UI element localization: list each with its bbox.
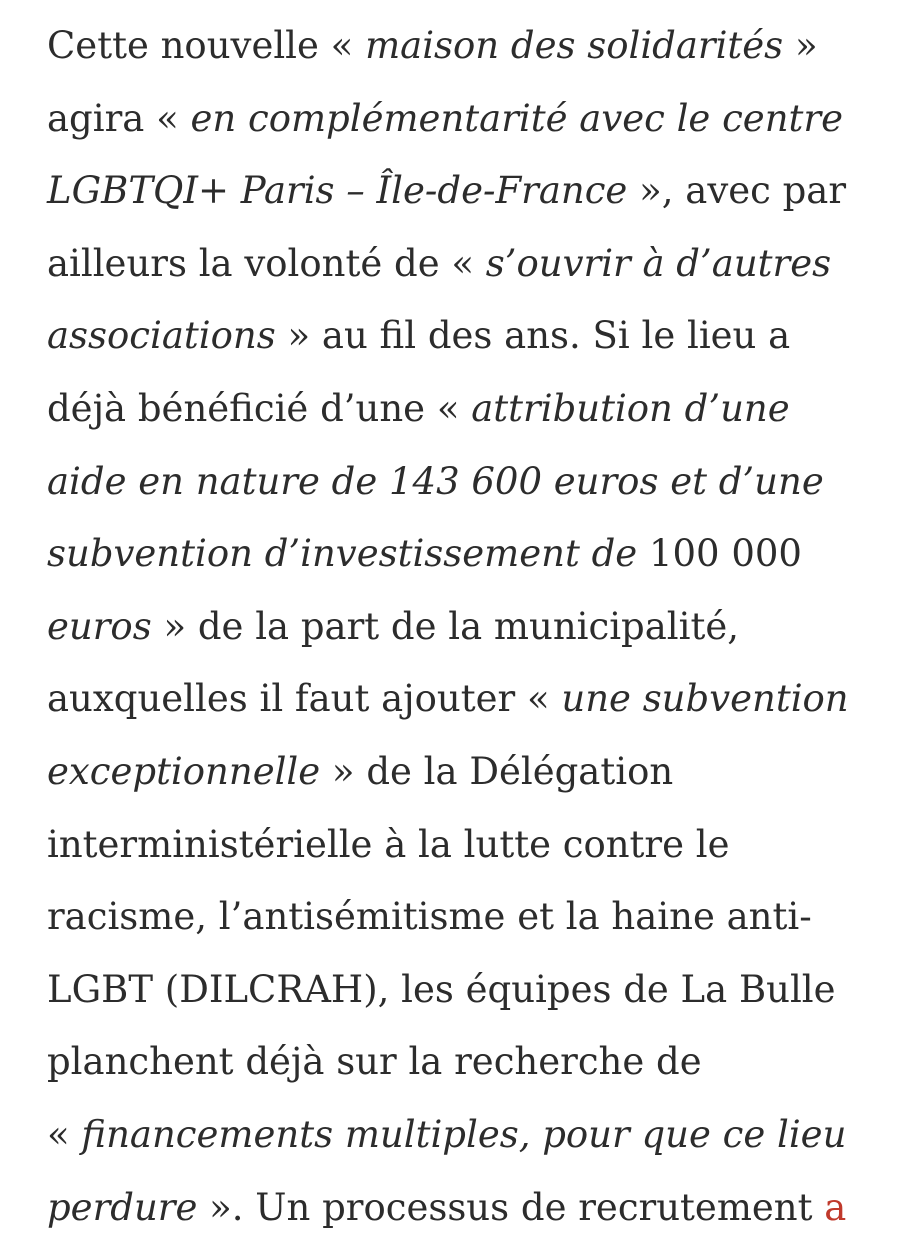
paragraph-line [47, 591, 917, 664]
quoted-text: LGBTQI+ Paris – Île-de-France [47, 169, 627, 212]
text-segment: ailleurs la volonté de « [47, 242, 486, 285]
paragraph-line [47, 1172, 917, 1244]
paragraph-line [47, 518, 917, 591]
quoted-text: une subvention [561, 677, 848, 720]
paragraph-line [47, 663, 917, 736]
paragraph-line [47, 1099, 917, 1172]
article-paragraph [47, 10, 917, 1244]
paragraph-line [47, 155, 917, 228]
text-segment: 100 000 [637, 532, 802, 575]
paragraph-line [47, 881, 917, 954]
quoted-text: s’ouvrir à d’autres [486, 242, 831, 285]
text-segment: auxquelles il faut ajouter « [47, 677, 561, 720]
text-segment: Cette nouvelle « [47, 24, 365, 67]
quoted-text: financements multiples, pour que ce lieu [81, 1113, 846, 1156]
quoted-text: perdure [47, 1186, 197, 1229]
text-segment: », avec par [627, 169, 846, 212]
paragraph-line [47, 809, 917, 882]
quoted-text: exceptionnelle [47, 750, 320, 793]
quoted-text: en complémentarité avec le centre [190, 97, 843, 140]
text-segment: » [783, 24, 817, 67]
paragraph-line [47, 954, 917, 1027]
text-segment: LGBT (DILCRAH), les équipes de La Bulle [47, 968, 836, 1011]
paragraph-line [47, 1026, 917, 1099]
text-segment: interministérielle à la lutte contre le [47, 823, 730, 866]
text-segment: « [47, 1113, 81, 1156]
text-segment: » de la Délégation [320, 750, 673, 793]
quoted-text: subvention d’investissement de [47, 532, 637, 575]
paragraph-line [47, 373, 917, 446]
quoted-text: attribution d’une [471, 387, 789, 430]
text-segment: planchent déjà sur la recherche de [47, 1040, 702, 1083]
inline-link[interactable]: a [824, 1186, 846, 1229]
paragraph-line [47, 300, 917, 373]
paragraph-line [47, 83, 917, 156]
text-segment: » de la part de la municipalité, [152, 605, 739, 648]
text-segment: racisme, l’antisémitisme et la haine anti- [47, 895, 812, 938]
quoted-text: aide en nature de 143 600 euros et d’une [47, 460, 824, 503]
paragraph-line [47, 446, 917, 519]
paragraph-line [47, 10, 917, 83]
quoted-text: associations [47, 314, 276, 357]
paragraph-line [47, 736, 917, 809]
paragraph-line [47, 228, 917, 301]
text-segment: déjà bénéficié d’une « [47, 387, 471, 430]
quoted-text: maison des solidarités [365, 24, 783, 67]
quoted-text: euros [47, 605, 152, 648]
text-segment: » au fil des ans. Si le lieu a [276, 314, 790, 357]
text-segment: agira « [47, 97, 190, 140]
text-segment: ». Un processus de recrutement [197, 1186, 824, 1229]
